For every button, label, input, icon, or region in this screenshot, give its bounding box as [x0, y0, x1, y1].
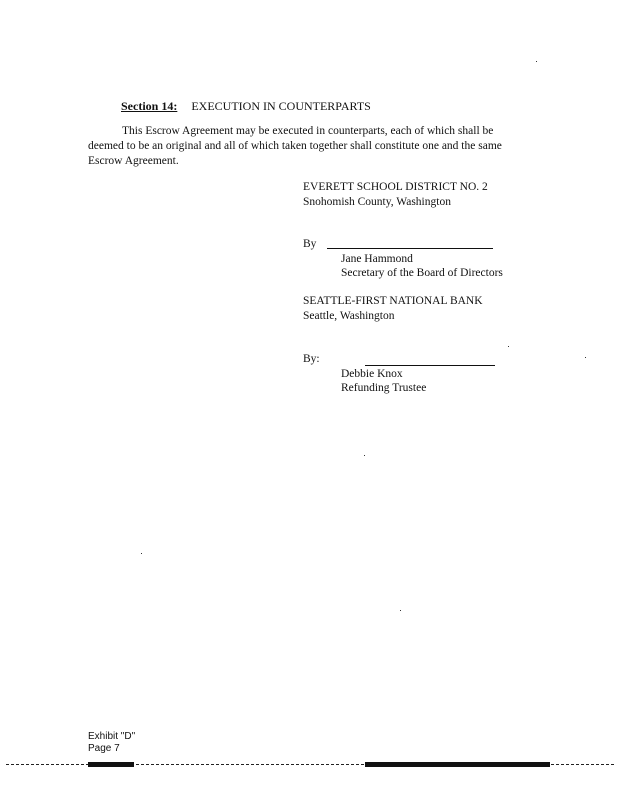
section-number: Section 14:: [121, 99, 178, 113]
scan-speck: [400, 610, 401, 611]
scan-speck: [364, 455, 365, 456]
page-number: Page 7: [88, 743, 120, 754]
party1-signature-line: [327, 238, 493, 249]
section-title: EXECUTION IN COUNTERPARTS: [191, 99, 371, 113]
scan-speck: [585, 357, 586, 358]
party2-signatory-title: Refunding Trustee: [341, 382, 427, 394]
scan-speck: [536, 61, 537, 62]
body-paragraph: [88, 124, 540, 169]
party1-name: EVERETT SCHOOL DISTRICT NO. 2: [303, 181, 488, 193]
party1-location: Snohomish County, Washington: [303, 196, 451, 208]
scan-speck: [141, 553, 142, 554]
party2-signatory-name: Debbie Knox: [341, 368, 403, 380]
body-line-2: deemed to be an original and all of which taken together shall constitute one and the same: [88, 140, 502, 152]
party2-signature-line: [365, 355, 495, 366]
body-line-3: Escrow Agreement.: [88, 155, 179, 167]
party1-signatory-title: Secretary of the Board of Directors: [341, 267, 503, 279]
scan-speck: [508, 346, 509, 347]
party2-by-label: By:: [303, 353, 320, 365]
body-line-1: [88, 124, 540, 139]
party1-by-label: By: [303, 238, 317, 250]
bottom-bar-left: [88, 762, 134, 767]
bottom-bar-right: [365, 762, 550, 767]
party2-name: SEATTLE-FIRST NATIONAL BANK: [303, 295, 483, 307]
party2-location: Seattle, Washington: [303, 310, 395, 322]
section-heading: [121, 99, 371, 114]
body-line-1-text: This Escrow Agreement may be executed in counterparts, each of which shall be: [122, 125, 494, 137]
party1-signatory-name: Jane Hammond: [341, 253, 413, 265]
exhibit-label: Exhibit "D": [88, 731, 136, 742]
